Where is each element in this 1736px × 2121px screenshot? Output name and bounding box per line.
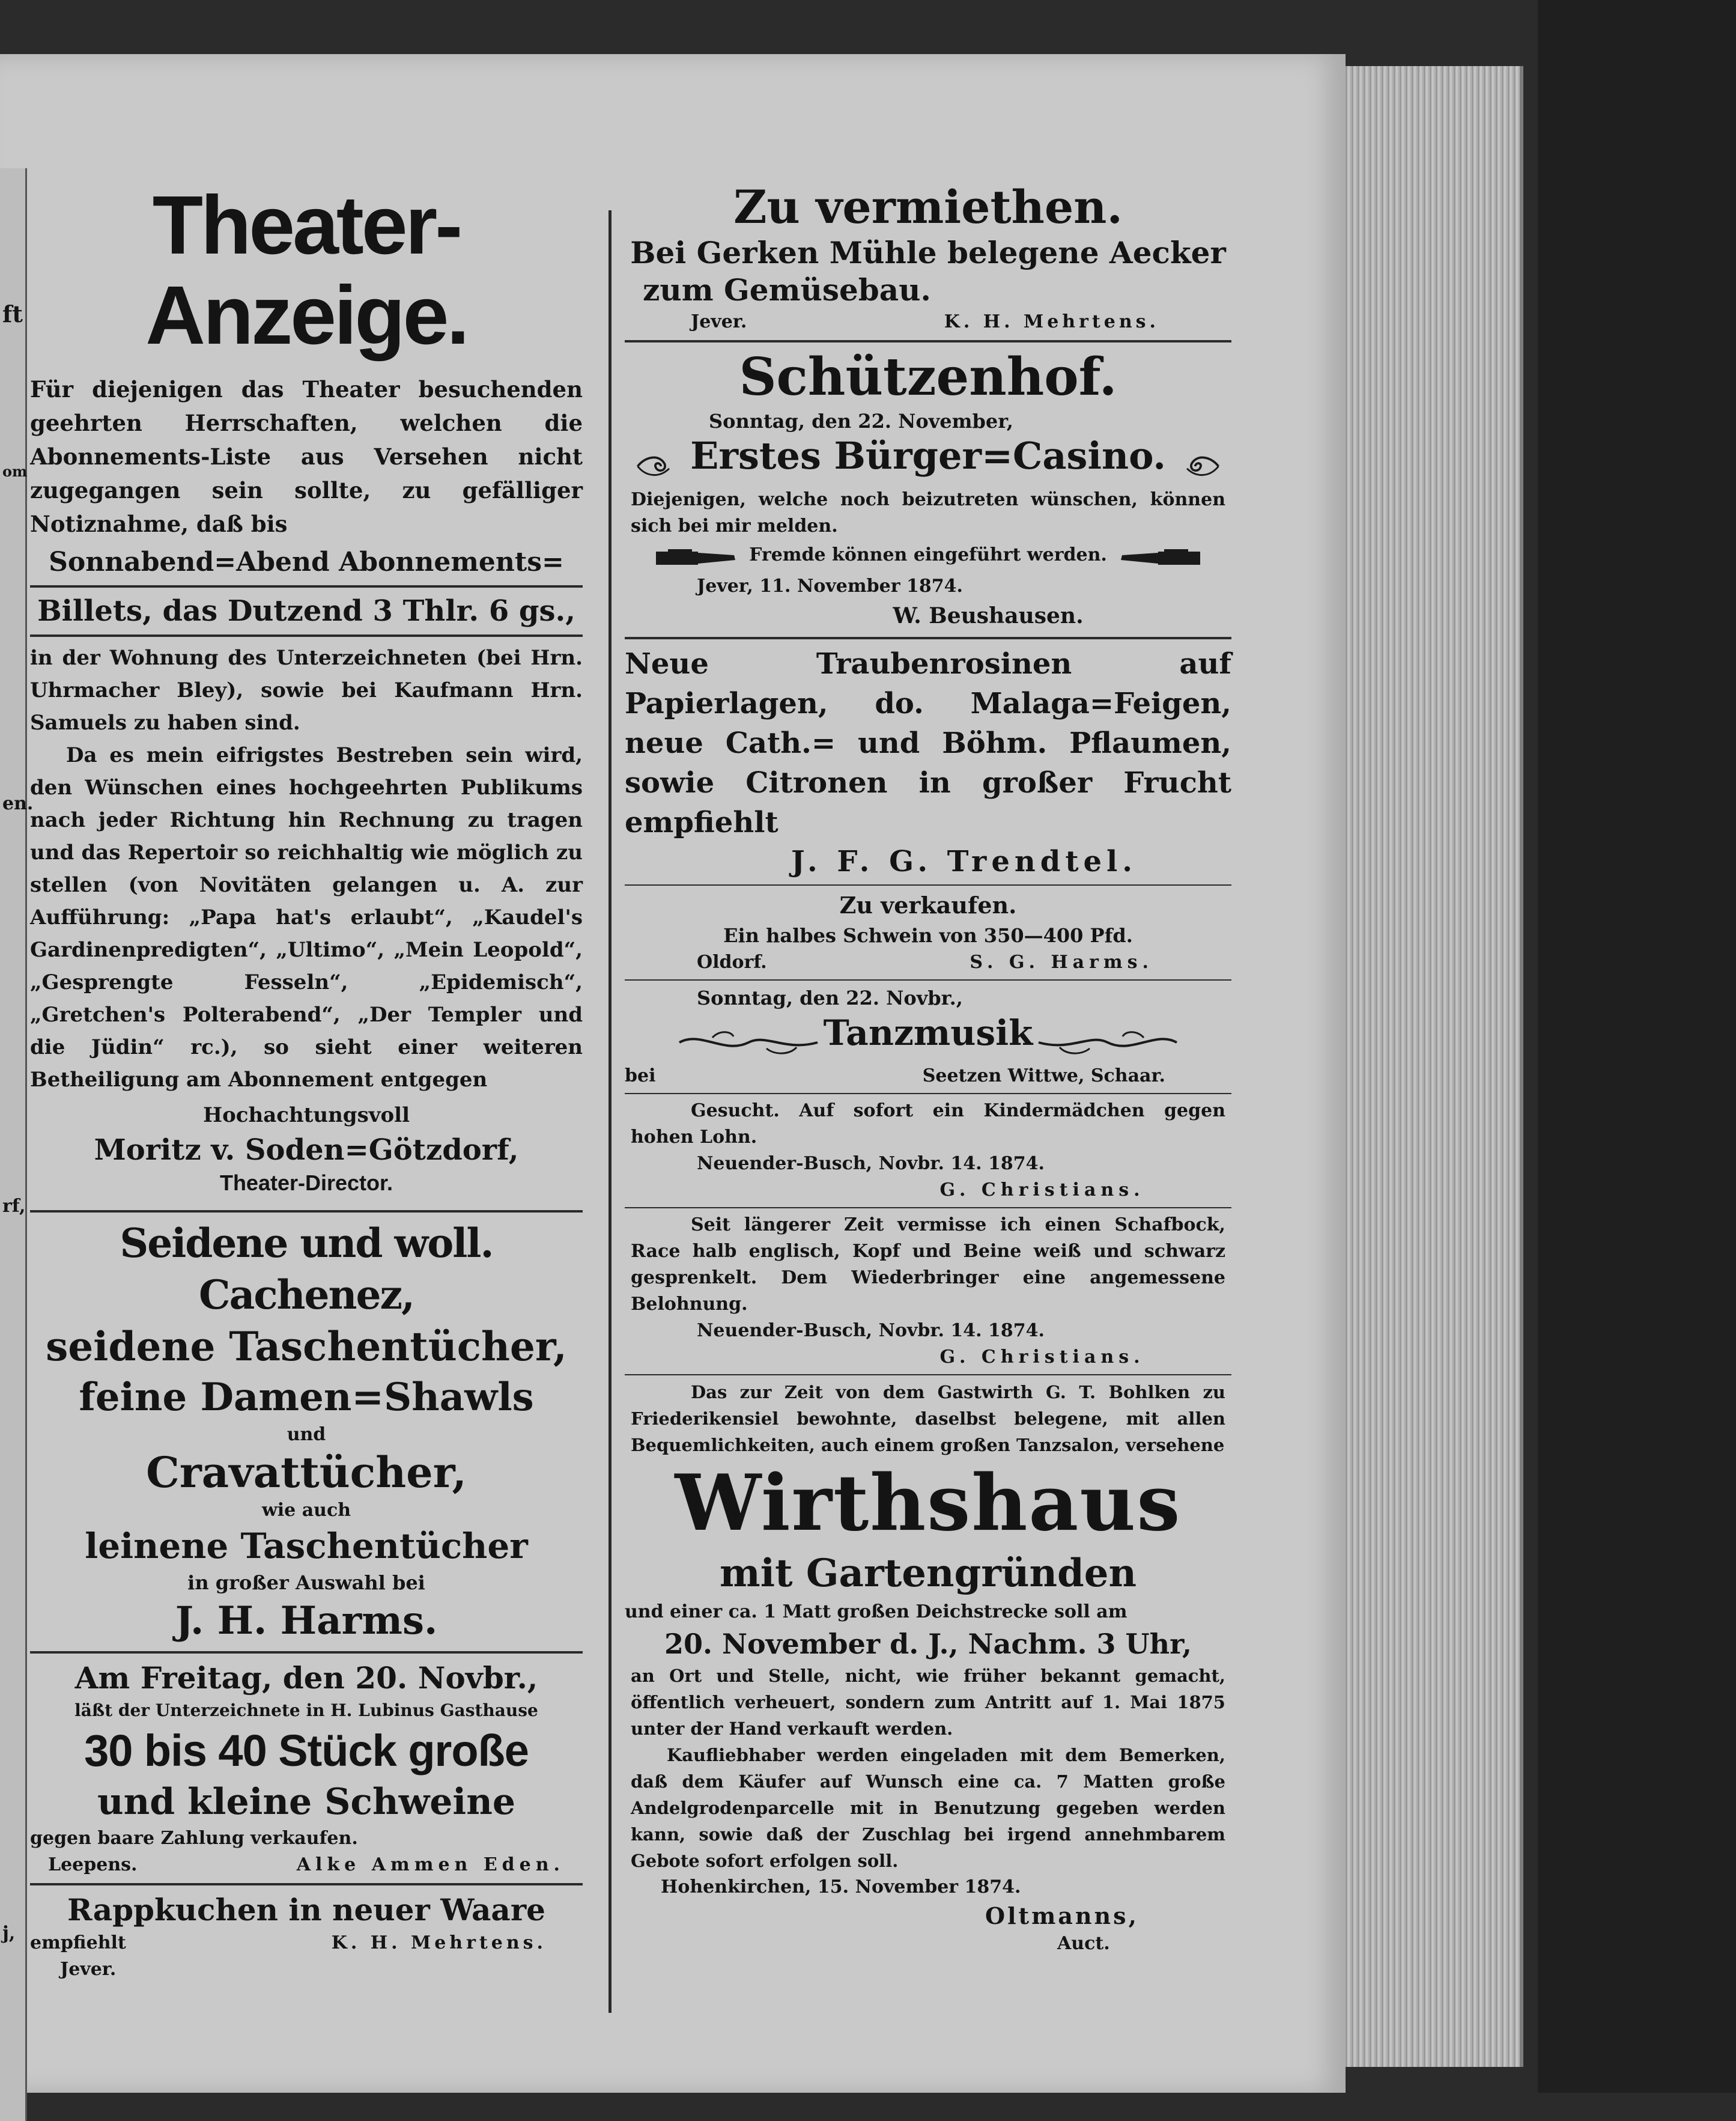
schuetzenhof-text: Diejenigen, welche noch beizutreten wünschen, können sich bei mir melden. [631, 489, 1225, 537]
right-column [625, 180, 1231, 1956]
schweine-place: Leepens. [48, 1854, 138, 1875]
divider [30, 585, 583, 588]
vermiethen-ad [625, 180, 1231, 335]
verkaufen-text: Ein halbes Schwein von 350—400 Pfd. [723, 924, 1133, 947]
schweine-line-2: läßt der Unterzeichnete in H. Lubinus Gasthause [74, 1700, 538, 1720]
schuetzenhof-title: Schützenhof. [739, 347, 1117, 407]
rappkuchen-signer: K. H. Mehrtens. [331, 1932, 547, 1953]
tanzmusik-bei: bei [625, 1065, 656, 1086]
schafbock-signer: G. Christians. [939, 1347, 1145, 1368]
wirthshaus-place-date: Hohenkirchen, 15. November 1874. [661, 1876, 1021, 1897]
harms-textiles-ad [30, 1217, 583, 1646]
wirthshaus-line-1: und einer ca. 1 Matt großen Deichstrecke soll am [625, 1601, 1127, 1622]
previous-page-strip [0, 168, 34, 2121]
tanzmusik-title: Tanzmusik [823, 1012, 1033, 1053]
gesucht-ad [625, 1098, 1231, 1204]
schweine-signer: Alke Ammen Eden. [296, 1854, 565, 1875]
divider [625, 1374, 1231, 1375]
harms-line-1: Seidene und woll. Cachenez, [120, 1220, 493, 1318]
vermiethen-line-2: zum Gemüsebau. [643, 272, 931, 308]
harms-line-2: seidene Taschentücher, [46, 1323, 567, 1370]
pointing-hand-left-icon [1116, 547, 1200, 570]
harms-line-3: feine Damen=Shawls [79, 1375, 534, 1420]
vermiethen-title: Zu vermiethen. [733, 180, 1123, 234]
schweine-line-3: 30 bis 40 Stück große [84, 1726, 529, 1776]
divider [625, 884, 1231, 886]
harms-line-5: Cravattücher, [146, 1447, 467, 1497]
schuetzenhof-place-date: Jever, 11. November 1874. [697, 576, 963, 597]
flourish-right-icon [1036, 1024, 1180, 1060]
tanzmusik-ad [625, 984, 1231, 1089]
vermiethen-signer: K. H. Mehrtens. [944, 311, 1159, 332]
divider [30, 1651, 583, 1654]
schuetzenhof-signer: W. Beushausen. [893, 603, 1084, 628]
vermiethen-place: Jever. [691, 311, 747, 332]
gesucht-place-date: Neuender-Busch, Novbr. 14. 1874. [697, 1153, 1045, 1174]
wirthshaus-ad [625, 1379, 1231, 1956]
left-column [30, 180, 583, 1983]
schuetzenhof-note: Fremde können eingeführt werden. [749, 544, 1107, 565]
vermiethen-line-1: Bei Gerken Mühle belegene Aecker [630, 235, 1226, 270]
verkaufen-title: Zu verkaufen. [839, 892, 1017, 919]
schweine-line-1: Am Freitag, den 20. Novbr., [74, 1660, 538, 1696]
harms-line-7: leinene Taschentücher [85, 1526, 528, 1566]
wirthshaus-role: Auct. [1057, 1933, 1110, 1954]
theater-bold-line-1: Sonnabend=Abend Abonnements= [49, 547, 564, 577]
gesucht-signer: G. Christians. [939, 1179, 1145, 1200]
tanzmusik-host: Seetzen Wittwe, Schaar. [922, 1065, 1165, 1086]
verkaufen-ad [625, 889, 1231, 976]
theater-text-1: Für diejenigen das Theater besuchenden geehrten Herrschaften, welchen die Abonnements-Liste aus Versehen nicht zugegangen sein sollte, zu gefälliger Notiznahme, daß bis [30, 376, 583, 537]
theater-ad [30, 180, 583, 1197]
margin-fragment: j, [2, 1923, 16, 1944]
book-page-edges [1322, 66, 1523, 2067]
margin-fragment: en. [2, 793, 34, 814]
margin-fragment: om [2, 463, 28, 480]
schuetzenhof-event: Erstes Bürger=Casino. [690, 434, 1166, 478]
divider [625, 1207, 1231, 1208]
wirthshaus-intro: Das zur Zeit von dem Gastwirth G. T. Bohlken zu Friederikensiel bewohnte, daselbst belegene, mit allen Bequemlichkeiten, auch einem großen Tanzsalon, versehene [631, 1382, 1225, 1455]
rappkuchen-recommends: empfiehlt [30, 1932, 126, 1953]
divider [30, 1210, 583, 1213]
rappkuchen-place: Jever. [60, 1959, 117, 1980]
trendtel-signer: J. F. G. Trendtel. [791, 845, 1137, 878]
tanzmusik-date: Sonntag, den 22. Novbr., [697, 987, 963, 1009]
schweine-line-4: und kleine Schweine [97, 1781, 515, 1823]
harms-line-6: wie auch [261, 1500, 351, 1521]
verkaufen-place: Oldorf. [697, 952, 767, 973]
background-dark [1538, 0, 1736, 2093]
wirthshaus-subtitle: mit Gartengründen [719, 1551, 1137, 1596]
schafbock-text: Seit längerer Zeit vermisse ich einen Schafbock, Race halb englisch, Kopf und Beine weiß und schwarz gesprenkelt. Dem Wiederbringer eine angemessene Belohnung. [631, 1214, 1225, 1315]
theater-director-role: Theater-Director. [219, 1170, 393, 1195]
schweine-auction-ad [30, 1658, 583, 1878]
wirthshaus-line-3: an Ort und Stelle, nicht, wie früher bekannt gemacht, öffentlich verheuert, sondern zum Antritt auf 1. Mai 1875 unter der Hand verkauft werden. [631, 1666, 1225, 1739]
margin-fragment: ft [2, 300, 23, 327]
pointing-hand-right-icon [656, 547, 740, 570]
harms-signer: J. H. Harms. [175, 1598, 438, 1643]
theater-text-2: in der Wohnung des Unterzeichneten (bei Hrn. Uhrmacher Bley), sowie bei Kaufmann Hrn. Samuels zu haben sind. [30, 646, 583, 735]
schafbock-place-date: Neuender-Busch, Novbr. 14. 1874. [697, 1320, 1045, 1341]
divider [625, 1093, 1231, 1094]
theater-title: Theater-Anzeige. [145, 179, 467, 362]
harms-line-4: und [287, 1424, 326, 1445]
wirthshaus-line-4: Kaufliebhaber werden eingeladen mit dem Bemerken, daß dem Käufer auf Wunsch eine ca. 7 Matten große Andelgrodenparcelle mit in Benutzung gegeben werden kann, sowie daß der Zuschlag bei irgend annehmbarem Gebote sofort erfolgen soll. [631, 1745, 1225, 1871]
divider [625, 979, 1231, 981]
theater-text-3: Da es mein eifrigstes Bestreben sein wird, den Wünschen eines hochgeehrten Publikums nach jeder Richtung hin Rechnung zu tragen und das Repertoir so reichhaltig wie möglich zu stellen (von Novitäten gelangen u. A. zur Aufführung: „Papa hat's erlaubt“, „Kaudel's Gardinenpredigten“, „Ultimo“, „Mein Leopold“, „Gesprengte Fesseln“, „Epidemisch“, „Gretchen's Polterabend“, „Der Templer und die Jüdin“ rc.), so sieht einer weiteren Betheiligung am Abonnement entgegen [30, 743, 583, 1092]
schafbock-ad [625, 1212, 1231, 1371]
column-divider [609, 210, 612, 2013]
margin-fragment: rf, [2, 1196, 26, 1217]
divider [30, 634, 583, 637]
rappkuchen-ad [30, 1890, 583, 1983]
trendtel-text: Neue Traubenrosinen auf Papierlagen, do. Malaga=Feigen, neue Cath.= und Böhm. Pflaumen, sowie Citronen in großer Frucht empfiehlt [625, 647, 1231, 839]
ornament-left-icon [633, 448, 687, 484]
wirthshaus-line-2: 20. November d. J., Nachm. 3 Uhr, [664, 1628, 1192, 1660]
verkaufen-signer: S. G. Harms. [970, 952, 1153, 973]
theater-closing: Hochachtungsvoll [202, 1103, 410, 1127]
schuetzenhof-date: Sonntag, den 22. November, [709, 410, 1013, 433]
schuetzenhof-ad [625, 347, 1231, 632]
wirthshaus-title: Wirthshaus [675, 1458, 1182, 1548]
ornament-right-icon [1169, 448, 1223, 484]
rappkuchen-line-1: Rappkuchen in neuer Waare [67, 1892, 545, 1928]
trendtel-ad [625, 644, 1231, 881]
harms-line-8: in großer Auswahl bei [187, 1571, 425, 1594]
flourish-left-icon [676, 1024, 821, 1060]
theater-bold-line-2: Billets, das Dutzend 3 Thlr. 6 gs., [37, 594, 575, 628]
gesucht-text: Gesucht. Auf sofort ein Kindermädchen gegen hohen Lohn. [631, 1100, 1225, 1148]
divider [625, 340, 1231, 342]
wirthshaus-signer: Oltmanns, [985, 1902, 1139, 1929]
schweine-line-5: gegen baare Zahlung verkaufen. [30, 1828, 358, 1849]
divider [30, 1883, 583, 1885]
divider [625, 637, 1231, 639]
theater-director-name: Moritz v. Soden=Götzdorf, [94, 1133, 519, 1167]
